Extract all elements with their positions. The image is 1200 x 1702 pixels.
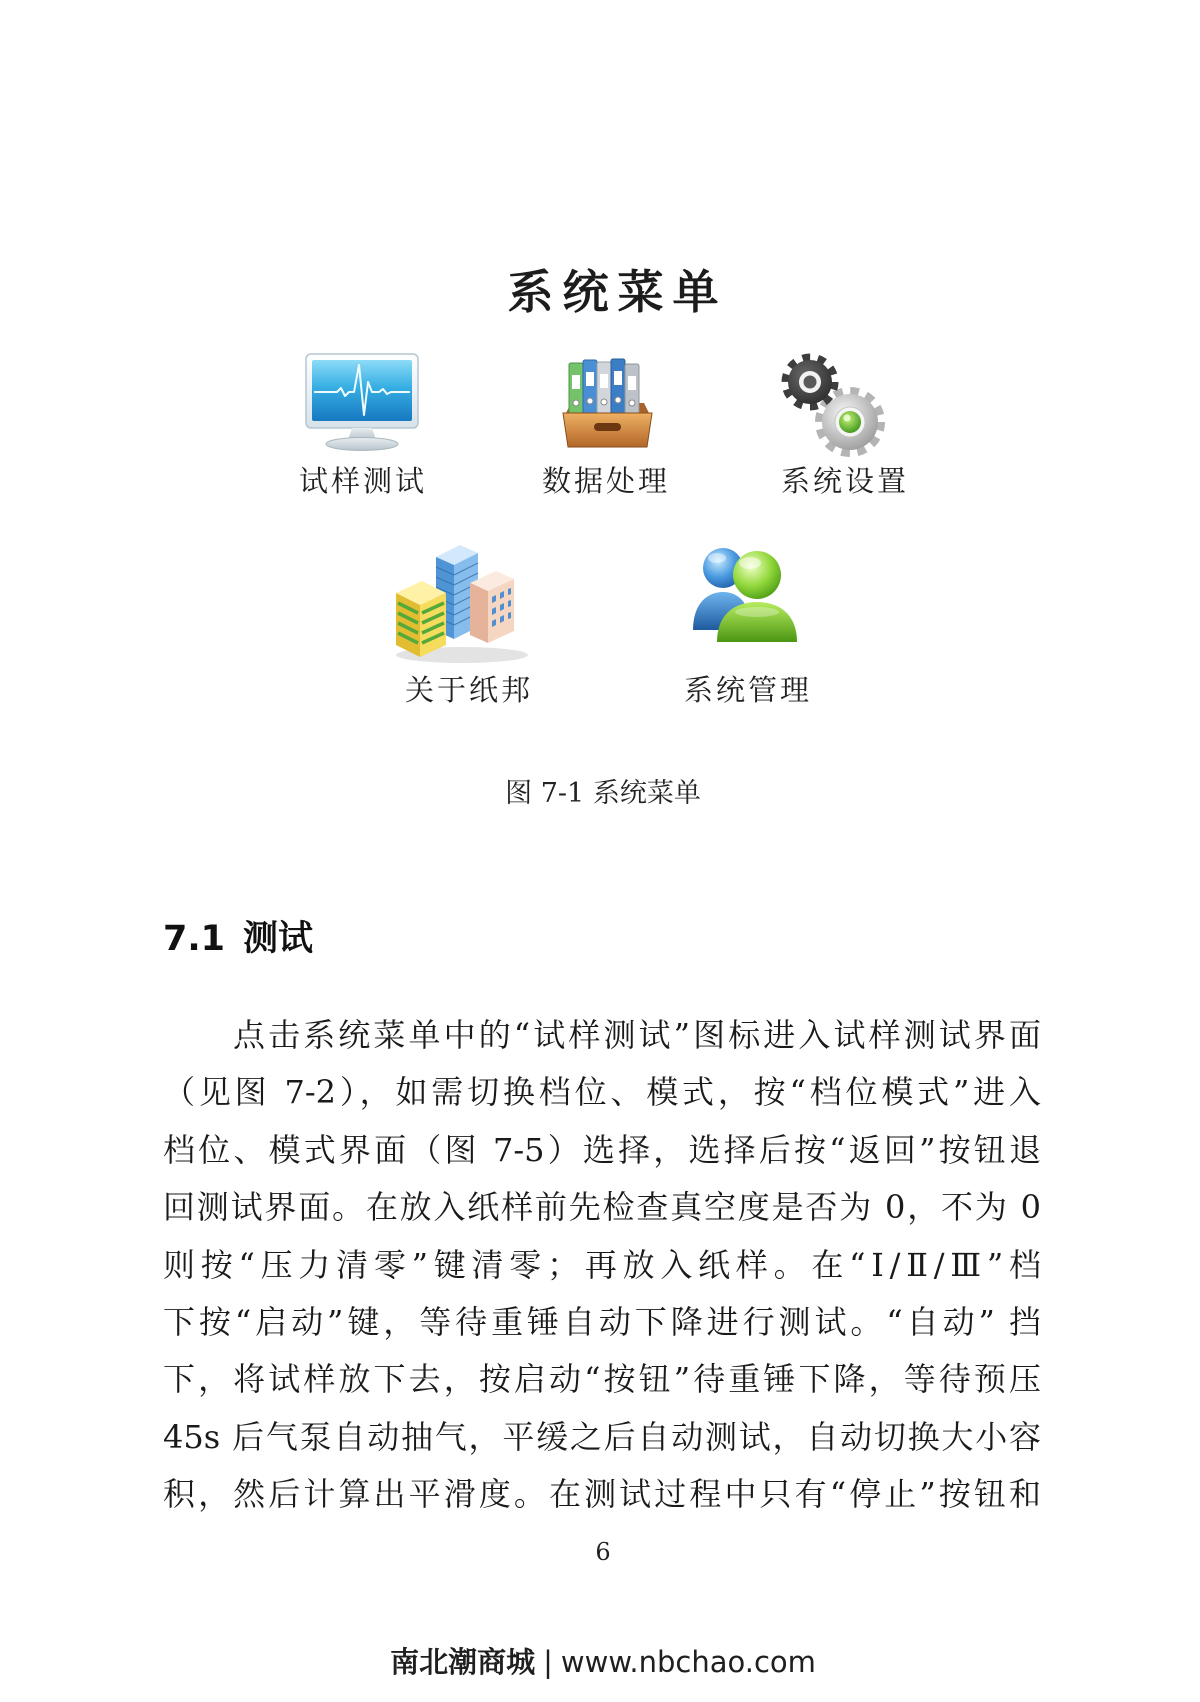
- menu-label-system-settings: 系统设置: [780, 464, 909, 498]
- monitor-heartbeat-icon: [303, 352, 421, 454]
- binder-ring: [629, 400, 635, 406]
- paragraph-line: 则按“压力清零”键清零；再放入纸样。在“Ⅰ/Ⅱ/Ⅲ”档: [163, 1245, 1041, 1284]
- binder-ring: [615, 397, 621, 403]
- paragraph-line: 45s 后气泵自动抽气，平缓之后自动测试，自动切换大小容: [163, 1417, 1041, 1456]
- paragraph-line: 下按“启动”键，等待重锤自动下降进行测试。“自动” 挡: [163, 1302, 1041, 1341]
- pink-building-left-face: [470, 583, 488, 643]
- menu-label-data-processing: 数据处理: [541, 464, 670, 498]
- paragraph-line: 回测试界面。在放入纸样前先检查真空度是否为 0，不为 0: [163, 1188, 1041, 1227]
- section-title: 测试: [243, 919, 314, 959]
- monitor-heartbeat-graphic: [303, 352, 421, 454]
- hub-highlight: [844, 415, 851, 422]
- buildings-graphic: [392, 543, 534, 665]
- figure-caption: 图 7-1 系统菜单: [505, 778, 701, 809]
- dark-gear-hub: [804, 376, 817, 389]
- buildings-icon: [392, 543, 534, 665]
- binder-ring: [587, 398, 593, 404]
- binders-drawer-graphic: [560, 355, 655, 450]
- binder-label: [628, 376, 636, 390]
- binder-label: [600, 374, 608, 388]
- monitor-base: [326, 438, 398, 451]
- blue-head-highlight: [708, 553, 726, 563]
- paragraph-line: 点击系统菜单中的“试样测试”图标进入试样测试界面: [233, 1016, 1041, 1054]
- body-paragraph: [163, 1007, 1041, 1524]
- users-graphic: [687, 538, 802, 650]
- green-hub: [839, 411, 861, 433]
- page-number: 6: [595, 1538, 611, 1566]
- drawer-handle: [594, 423, 621, 431]
- footer-url: www.nbchao.com: [560, 1645, 816, 1679]
- gears-icon: [778, 350, 890, 460]
- paragraph-line: 积，然后计算出平滑度。在测试过程中只有“停止”按钮和: [163, 1475, 1041, 1514]
- gears-graphic: [778, 350, 890, 460]
- binder-ring: [573, 400, 579, 406]
- menu-label-system-management: 系统管理: [683, 673, 812, 707]
- binder-label: [586, 372, 594, 386]
- binder-label: [614, 371, 622, 385]
- green-head-highlight: [739, 557, 761, 569]
- paragraph-line: 下，将试样放下去，按启动“按钮”待重锤下降，等待预压: [163, 1360, 1041, 1399]
- section-number: 7.1: [163, 919, 226, 959]
- users-icon: [687, 538, 802, 650]
- green-body-highlight: [735, 607, 779, 617]
- green-user-head: [733, 551, 781, 599]
- footer-brand: 南北潮商城: [390, 1645, 536, 1679]
- paragraph-line: （见图 7-2），如需切换档位、模式，按“档位模式”进入: [163, 1073, 1041, 1112]
- menu-label-sample-test: 试样测试: [298, 464, 427, 498]
- binders-drawer-icon: [560, 355, 655, 450]
- menu-title: 系统菜单: [507, 265, 728, 319]
- binder-ring: [601, 399, 607, 405]
- section-heading: [163, 916, 313, 962]
- menu-label-about: 关于纸邦: [404, 673, 533, 707]
- footer-separator: |: [543, 1645, 553, 1679]
- footer-watermark: [253, 1640, 953, 1684]
- paragraph-line: 档位、模式界面（图 7-5）选择，选择后按“返回”按钮退: [163, 1130, 1041, 1169]
- binder-label: [572, 375, 580, 389]
